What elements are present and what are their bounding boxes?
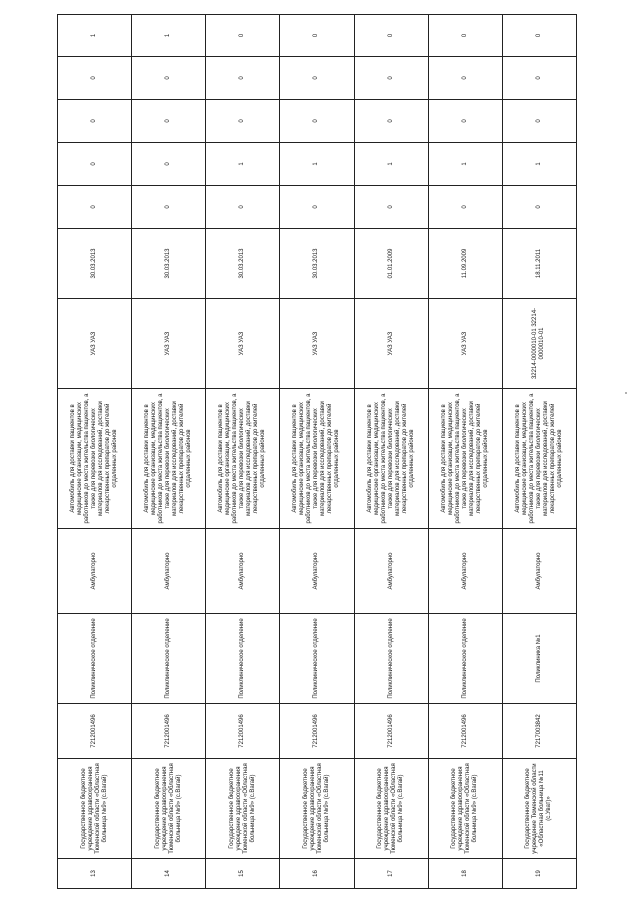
inn-cell: 7212001496 [58, 704, 132, 759]
department-cell: Поликлиническое отделение [428, 614, 502, 704]
value-cell-4: 0 [58, 57, 132, 100]
date-cell: 11.09.2009 [428, 229, 502, 299]
value-cell-5: 0 [428, 15, 502, 57]
inn-cell: 7212001496 [354, 704, 428, 759]
value-cell-2: 1 [280, 143, 354, 186]
inn-cell: 7212001496 [428, 704, 502, 759]
inn-cell: 7212001496 [280, 704, 354, 759]
value-cell-4: 0 [428, 57, 502, 100]
organization-cell: Государственное бюджетное учреждение Тюменской области «Областная больница №11 (с.Уват)» [502, 759, 576, 859]
department-cell: Поликлиническое отделение [280, 614, 354, 704]
value-cell-1: 0 [58, 186, 132, 229]
table-row [206, 15, 280, 889]
value-cell-4: 0 [280, 57, 354, 100]
vehicle-model-cell: 32214-0000010-01 32214-0000010-01 [502, 299, 576, 389]
value-cell-4: 0 [354, 57, 428, 100]
care-type-cell: Амбулаторно [280, 529, 354, 614]
value-cell-1: 0 [280, 186, 354, 229]
date-cell: 01.01.2009 [354, 229, 428, 299]
date-cell: 18.11.2011 [502, 229, 576, 299]
value-cell-3: 0 [502, 100, 576, 143]
value-cell-2: 1 [354, 143, 428, 186]
organization-cell: Государственное бюджетное учреждение здравоохранения Тюменской области «Областная больница №9» (с.Вагай) [206, 759, 280, 859]
organization-cell: Государственное бюджетное учреждение здравоохранения Тюменской области «Областная больница №9» (с.Вагай) [58, 759, 132, 859]
purpose-cell: Автомобиль для доставки пациентов в медицинские организации, медицинских работников до места жительства пациентов, а также для перевозки биологических материалов для исследований, доставки лекарственных препаратов до жителей отдаленных районов [428, 389, 502, 529]
row-number: 14 [132, 859, 206, 889]
vehicle-model-cell: УАЗ УАЗ [354, 299, 428, 389]
department-cell: Поликлиническое отделение [354, 614, 428, 704]
care-type-cell: Амбулаторно [354, 529, 428, 614]
value-cell-2: 1 [428, 143, 502, 186]
value-cell-2: 0 [58, 143, 132, 186]
inn-cell: 7217003842 [502, 704, 576, 759]
vehicle-model-cell: УАЗ УАЗ [132, 299, 206, 389]
value-cell-2: 1 [502, 143, 576, 186]
value-cell-1: 0 [206, 186, 280, 229]
value-cell-1: 0 [502, 186, 576, 229]
department-cell: Поликлиника №1 [502, 614, 576, 704]
date-cell: 30.03.2013 [206, 229, 280, 299]
inn-cell: 7212001496 [206, 704, 280, 759]
care-type-cell: Амбулаторно [58, 529, 132, 614]
vehicles-table [57, 14, 577, 889]
purpose-cell: Автомобиль для доставки пациентов в медицинские организации, медицинских работников до места жительства пациентов, а также для перевозки биологических материалов для исследований, доставки лекарственных препаратов до жителей отдаленных районов [58, 389, 132, 529]
purpose-cell: Автомобиль для доставки пациентов в медицинские организации, медицинских работников до места жительства пациентов, а также для перевозки биологических материалов для исследований, доставки лекарственных препаратов до жителей отдаленных районов [280, 389, 354, 529]
scan-speck [625, 392, 627, 394]
value-cell-3: 0 [132, 100, 206, 143]
care-type-cell: Амбулаторно [206, 529, 280, 614]
department-cell: Поликлиническое отделение [58, 614, 132, 704]
table-row [58, 15, 132, 889]
care-type-cell: Амбулаторно [502, 529, 576, 614]
row-number: 16 [280, 859, 354, 889]
value-cell-1: 0 [428, 186, 502, 229]
value-cell-2: 1 [206, 143, 280, 186]
care-type-cell: Амбулаторно [428, 529, 502, 614]
department-cell: Поликлиническое отделение [132, 614, 206, 704]
purpose-cell: Автомобиль для доставки пациентов в медицинские организации, медицинских работников до места жительства пациентов, а также для перевозки биологических материалов для исследований, доставки лекарственных препаратов до жителей отдаленных районов [502, 389, 576, 529]
value-cell-5: 0 [280, 15, 354, 57]
value-cell-3: 0 [206, 100, 280, 143]
purpose-cell: Автомобиль для доставки пациентов в медицинские организации, медицинских работников до места жительства пациентов, а также для перевозки биологических материалов для исследований, доставки лекарственных препаратов до жителей отдаленных районов [132, 389, 206, 529]
rotated-table-wrapper [57, 33, 577, 889]
organization-cell: Государственное бюджетное учреждение здравоохранения Тюменской области «Областная больница №9» (с.Вагай) [132, 759, 206, 859]
table-row [428, 15, 502, 889]
care-type-cell: Амбулаторно [132, 529, 206, 614]
organization-cell: Государственное бюджетное учреждение здравоохранения Тюменской области «Областная больница №9» (с.Вагай) [354, 759, 428, 859]
value-cell-3: 0 [280, 100, 354, 143]
purpose-cell: Автомобиль для доставки пациентов в медицинские организации, медицинских работников до места жительства пациентов, а также для перевозки биологических материалов для исследований, доставки лекарственных препаратов до жителей отдаленных районов [354, 389, 428, 529]
value-cell-4: 0 [502, 57, 576, 100]
table-row [132, 15, 206, 889]
value-cell-4: 0 [132, 57, 206, 100]
value-cell-5: 0 [354, 15, 428, 57]
vehicle-model-cell: УАЗ УАЗ [58, 299, 132, 389]
organization-cell: Государственное бюджетное учреждение здравоохранения Тюменской области «Областная больница №9» (с.Вагай) [428, 759, 502, 859]
inn-cell: 7212001496 [132, 704, 206, 759]
value-cell-3: 0 [354, 100, 428, 143]
date-cell: 30.03.2013 [58, 229, 132, 299]
row-number: 13 [58, 859, 132, 889]
purpose-cell: Автомобиль для доставки пациентов в медицинские организации, медицинских работников до места жительства пациентов, а также для перевозки биологических материалов для исследований, доставки лекарственных препаратов до жителей отдаленных районов [206, 389, 280, 529]
table-row [502, 15, 576, 889]
vehicle-model-cell: УАЗ УАЗ [280, 299, 354, 389]
value-cell-5: 0 [206, 15, 280, 57]
value-cell-1: 0 [354, 186, 428, 229]
organization-cell: Государственное бюджетное учреждение здравоохранения Тюменской области «Областная больница №9» (с.Вагай) [280, 759, 354, 859]
row-number: 19 [502, 859, 576, 889]
table-row [280, 15, 354, 889]
value-cell-5: 1 [58, 15, 132, 57]
value-cell-1: 0 [132, 186, 206, 229]
value-cell-5: 1 [132, 15, 206, 57]
value-cell-3: 0 [58, 100, 132, 143]
vehicle-model-cell: УАЗ УАЗ [428, 299, 502, 389]
value-cell-3: 0 [428, 100, 502, 143]
date-cell: 30.03.2013 [280, 229, 354, 299]
table-row [354, 15, 428, 889]
value-cell-5: 0 [502, 15, 576, 57]
vehicle-model-cell: УАЗ УАЗ [206, 299, 280, 389]
department-cell: Поликлиническое отделение [206, 614, 280, 704]
date-cell: 30.03.2013 [132, 229, 206, 299]
value-cell-4: 0 [206, 57, 280, 100]
row-number: 17 [354, 859, 428, 889]
row-number: 15 [206, 859, 280, 889]
value-cell-2: 0 [132, 143, 206, 186]
row-number: 18 [428, 859, 502, 889]
